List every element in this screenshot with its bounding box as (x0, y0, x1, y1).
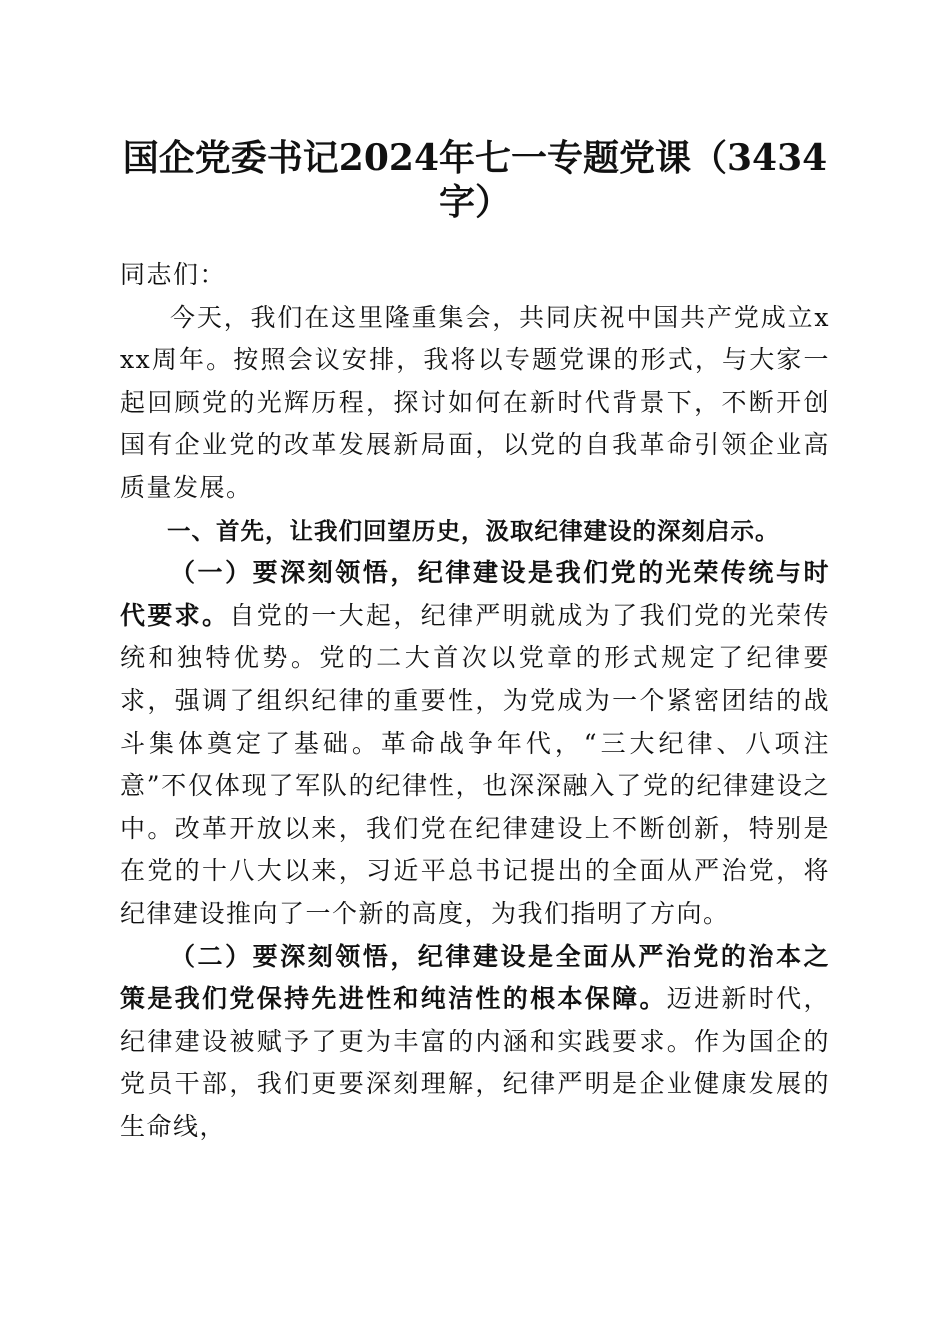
document-body (120, 254, 830, 1148)
section-heading-1: 一、首先，让我们回望历史，汲取纪律建设的深刻启示。 (167, 516, 780, 545)
subsection-body-2: 迈进新时代，纪律建设被赋予了更为丰富的内涵和实践要求。作为国企的党员干部，我们更要深刻理解，纪律严明是企业健康发展的生命线， (120, 984, 830, 1141)
intro-paragraph: 今天，我们在这里隆重集会，共同庆祝中国共产党成立xxx周年。按照会议安排，我将以专题党课的形式，与大家一起回顾党的光辉历程，探讨如何在新时代背景下，不断开创国有企业党的改革发展新局面，以党的自我革命引领企业高质量发展。 (120, 302, 830, 502)
subsection-lead-2: （二）要深刻领悟，纪律建设是全面从严治党的治本之策是我们党保持先进性和纯洁性的根本保障。 (120, 941, 830, 1014)
subsection-paragraph-2 (120, 936, 830, 1149)
subsection-paragraph-1 (120, 552, 830, 935)
subsection-lead-1: （一）要深刻领悟，纪律建设是我们党的光荣传统与时代要求。 (120, 558, 830, 630)
subsection-body-1: 自党的一大起，纪律严明就成为了我们党的光荣传统和独特优势。党的二大首次以党章的形式规定了纪律要求，强调了组织纪律的重要性，为党成为一个紧密团结的战斗集体奠定了基础。革命战争年代，“三大纪律、八项注意”不仅体现了军队的纪律性，也深深融入了党的纪律建设之中。改革开放以来，我们党在纪律建设上不断创新，特别是在党的十八大以来，习近平总书记提出的全面从严治党，将纪律建设推向了一个新的高度，为我们指明了方向。 (120, 600, 830, 928)
salutation: 同志们： (120, 260, 227, 289)
document-title: 国企党委书记2024年七一专题党课（3434字） (122, 137, 828, 223)
